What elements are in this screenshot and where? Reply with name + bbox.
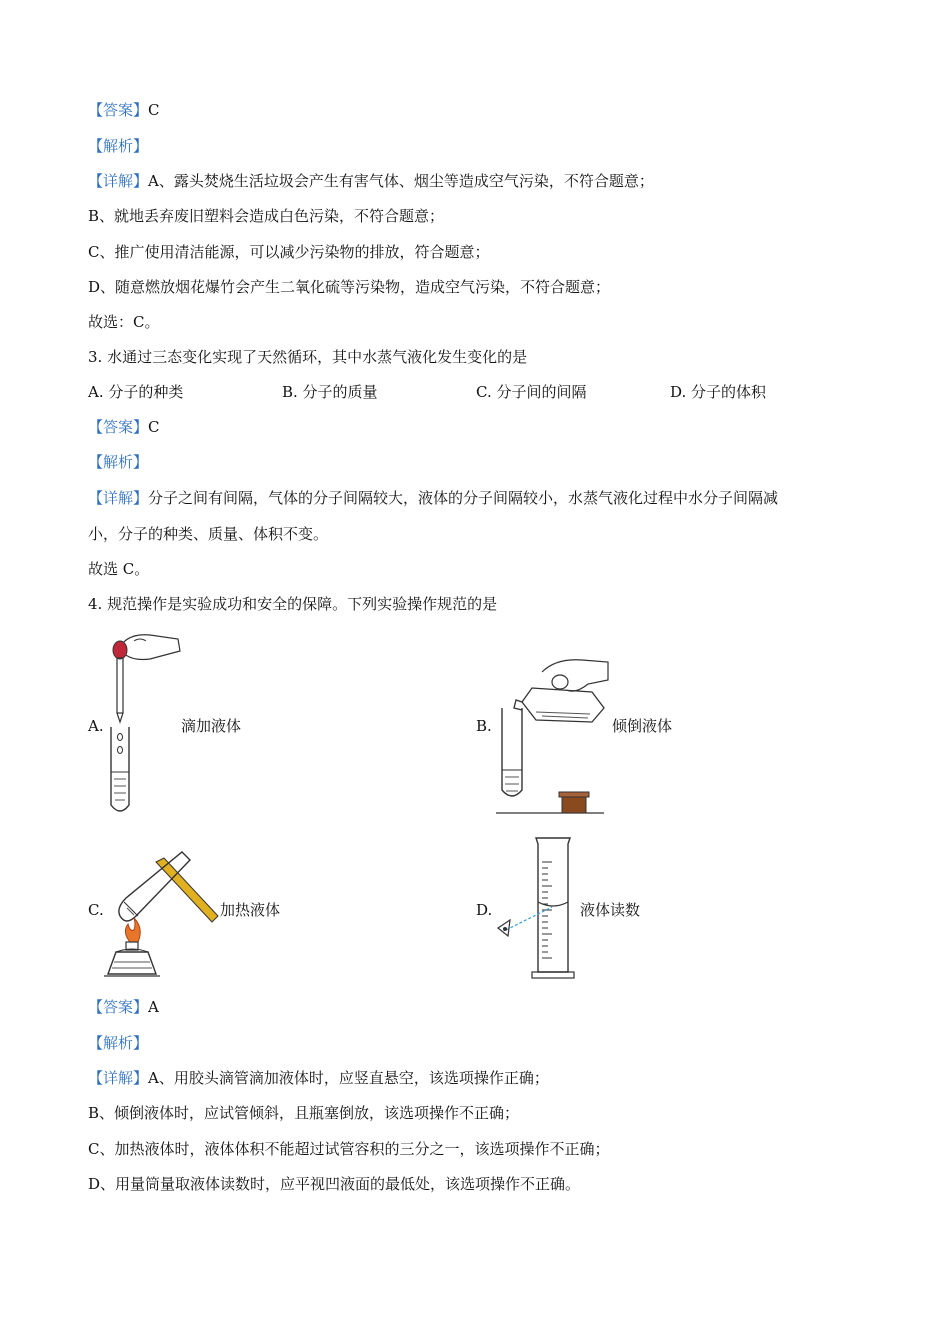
detail-text: 分子之间有间隔，气体的分子间隔较大，液体的分子间隔较小，水蒸气液化过程中水分子间隔减	[148, 489, 779, 507]
heating-figure	[100, 846, 220, 981]
pouring-figure	[492, 650, 612, 820]
detail-tag: 【详解】	[88, 172, 149, 190]
q2-detail-c: C、推广使用清洁能源，可以减少污染物的排放，符合题意；	[88, 243, 490, 261]
q2-detail-a	[88, 171, 654, 191]
dropper-figure	[100, 625, 190, 820]
answer-tag: 【答案】	[88, 998, 149, 1016]
detail-text: A、露头焚烧生活垃圾会产生有害气体、烟尘等造成空气污染，不符合题意；	[148, 172, 654, 190]
q4-analysis-line	[88, 1033, 148, 1053]
q4-option-a-caption: 滴加液体	[181, 717, 242, 735]
analysis-tag: 【解析】	[88, 453, 149, 471]
q4-option-c-letter: C.	[88, 901, 104, 919]
cylinder-figure	[492, 832, 582, 982]
detail-tag: 【详解】	[88, 489, 149, 507]
answer-value: A	[148, 998, 159, 1016]
q4-option-d-caption: 液体读数	[580, 901, 641, 919]
q4-answer-line	[88, 997, 159, 1017]
q4-detail-b: B、倾倒液体时，应试管倾斜，且瓶塞倒放，该选项操作不正确；	[88, 1104, 520, 1122]
q3-detail-1	[88, 488, 778, 508]
q4-option-b-caption: 倾倒液体	[612, 717, 673, 735]
q3-option-d: D. 分子的体积	[670, 383, 767, 401]
answer-value: C	[148, 418, 160, 436]
q3-conclusion: 故选 C。	[88, 560, 150, 578]
q4-option-a-letter: A.	[88, 717, 104, 735]
analysis-tag: 【解析】	[88, 137, 149, 155]
answer-value: C	[148, 101, 160, 119]
q4-option-b-letter: B.	[476, 717, 492, 735]
q4-detail-d: D、用量筒量取液体读数时，应平视凹液面的最低处，该选项操作不正确。	[88, 1175, 581, 1193]
q3-analysis-line	[88, 452, 148, 472]
detail-text: A、用胶头滴管滴加液体时，应竖直悬空，该选项操作正确；	[148, 1069, 549, 1087]
q3-option-b: B. 分子的质量	[282, 383, 378, 401]
analysis-tag: 【解析】	[88, 1034, 149, 1052]
q2-conclusion: 故选：C。	[88, 313, 160, 331]
q4-stem: 4. 规范操作是实验成功和安全的保障。下列实验操作规范的是	[88, 595, 498, 613]
q3-stem: 3. 水通过三态变化实现了天然循环，其中水蒸气液化发生变化的是	[88, 348, 528, 366]
q4-option-d-letter: D.	[476, 901, 493, 919]
q3-detail-2: 小，分子的种类、质量、体积不变。	[88, 525, 329, 543]
q2-detail-d: D、随意燃放烟花爆竹会产生二氧化硫等污染物，造成空气污染，不符合题意；	[88, 278, 611, 296]
q2-analysis-line	[88, 136, 148, 156]
q4-detail-c: C、加热液体时，液体体积不能超过试管容积的三分之一，该选项操作不正确；	[88, 1140, 610, 1158]
answer-tag: 【答案】	[88, 101, 149, 119]
detail-tag: 【详解】	[88, 1069, 149, 1087]
q4-detail-a	[88, 1068, 549, 1088]
q2-detail-b: B、就地丢弃废旧塑料会造成白色污染，不符合题意；	[88, 207, 445, 225]
q3-option-c: C. 分子间的间隔	[476, 383, 587, 401]
q3-option-a: A. 分子的种类	[88, 383, 184, 401]
q4-option-c-caption: 加热液体	[220, 901, 281, 919]
answer-tag: 【答案】	[88, 418, 149, 436]
q3-answer-line	[88, 417, 160, 437]
q2-answer-line	[88, 100, 160, 120]
